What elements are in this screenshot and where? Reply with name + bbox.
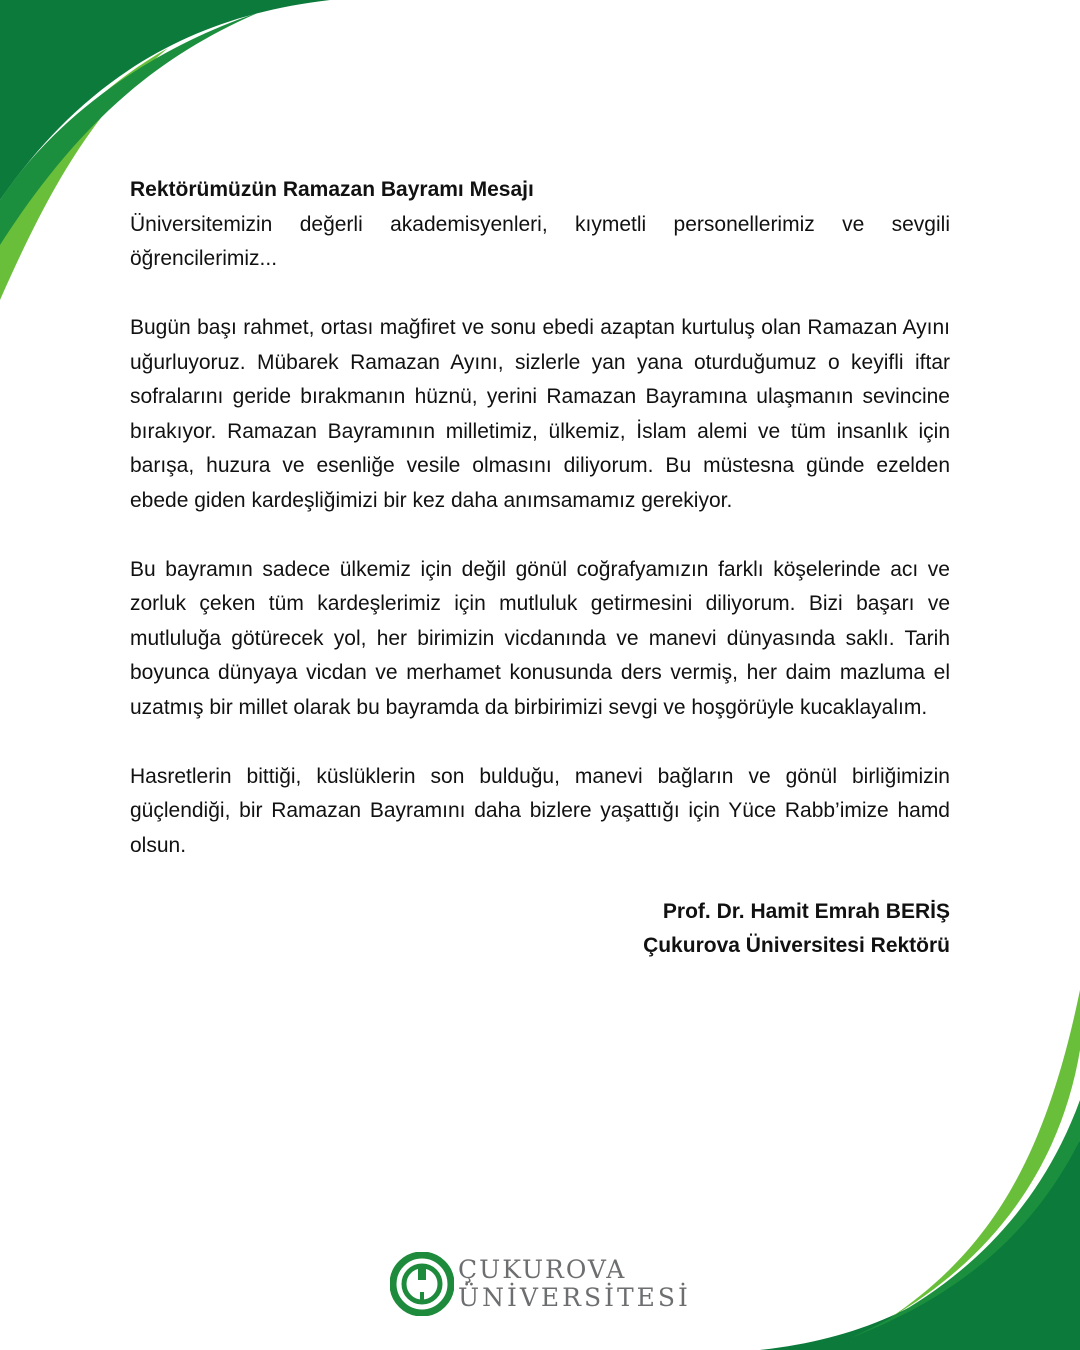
signature-block — [130, 895, 950, 963]
signature-name: Prof. Dr. Hamit Emrah BERİŞ — [662, 900, 950, 923]
letter-paragraph-2: Bu bayramın sadece ülkemiz için değil gönül coğrafyamızın farklı köşelerinde acı ve zorluk çeken tüm kardeşlerimiz için mutluluk getirmesini diliyorum. Bizi başarı ve mutluluğa götürecek yol, her birimizin vicdanında ve manevi dünyasında saklı. Tarih boyunca dünyaya vicdan ve merhamet konusunda ders vermiş, her daim mazluma el uzatmış bir millet olarak bu bayramda da birbirimizi sevgi ve hoşgörüyle kucaklayalım. — [130, 557, 950, 719]
letter-body — [130, 173, 950, 963]
university-logo — [390, 1252, 691, 1316]
logo-text-line-2: ÜNİVERSİTESİ — [458, 1283, 691, 1312]
signature-position: Çukurova Üniversitesi Rektörü — [643, 934, 950, 957]
letter-paragraph-3: Hasretlerin bittiği, küslüklerin son bulduğu, manevi bağların ve gönül birliğimizin güçlendiği, bir Ramazan Bayramını daha bizlere yaşattığı için Yüce Rabb’imize hamd olsun. — [130, 764, 950, 857]
logo-text-line-1: ÇUKUROVA — [458, 1255, 627, 1284]
letter-paragraph-1: Bugün başı rahmet, ortası mağfiret ve sonu ebedi azaptan kurtuluş olan Ramazan Ayını uğurluyoruz. Mübarek Ramazan Ayını, sizlerle yan yana oturduğumuz o keyifli iftar sofralarını geride bırakmanın hüznü, yerini Ramazan Bayramına ulaşmanın sevincine bırakıyor. Ramazan Bayramının milletimiz, ülkemiz, İslam alemi ve tüm insanlık için barışa, huzura ve esenliğe vesile olmasını diliyorum. Bu müstesna günde ezelden ebede giden kardeşliğimizi bir kez daha anımsamamız gerekiyor. — [130, 316, 950, 512]
letter-title: Rektörümüzün Ramazan Bayramı Mesajı — [130, 178, 534, 201]
letter-greeting: Üniversitemizin değerli akademisyenleri, kıymetli personellerimiz ve sevgili öğrencilerimiz... — [130, 212, 950, 270]
university-emblem-icon — [390, 1252, 454, 1316]
